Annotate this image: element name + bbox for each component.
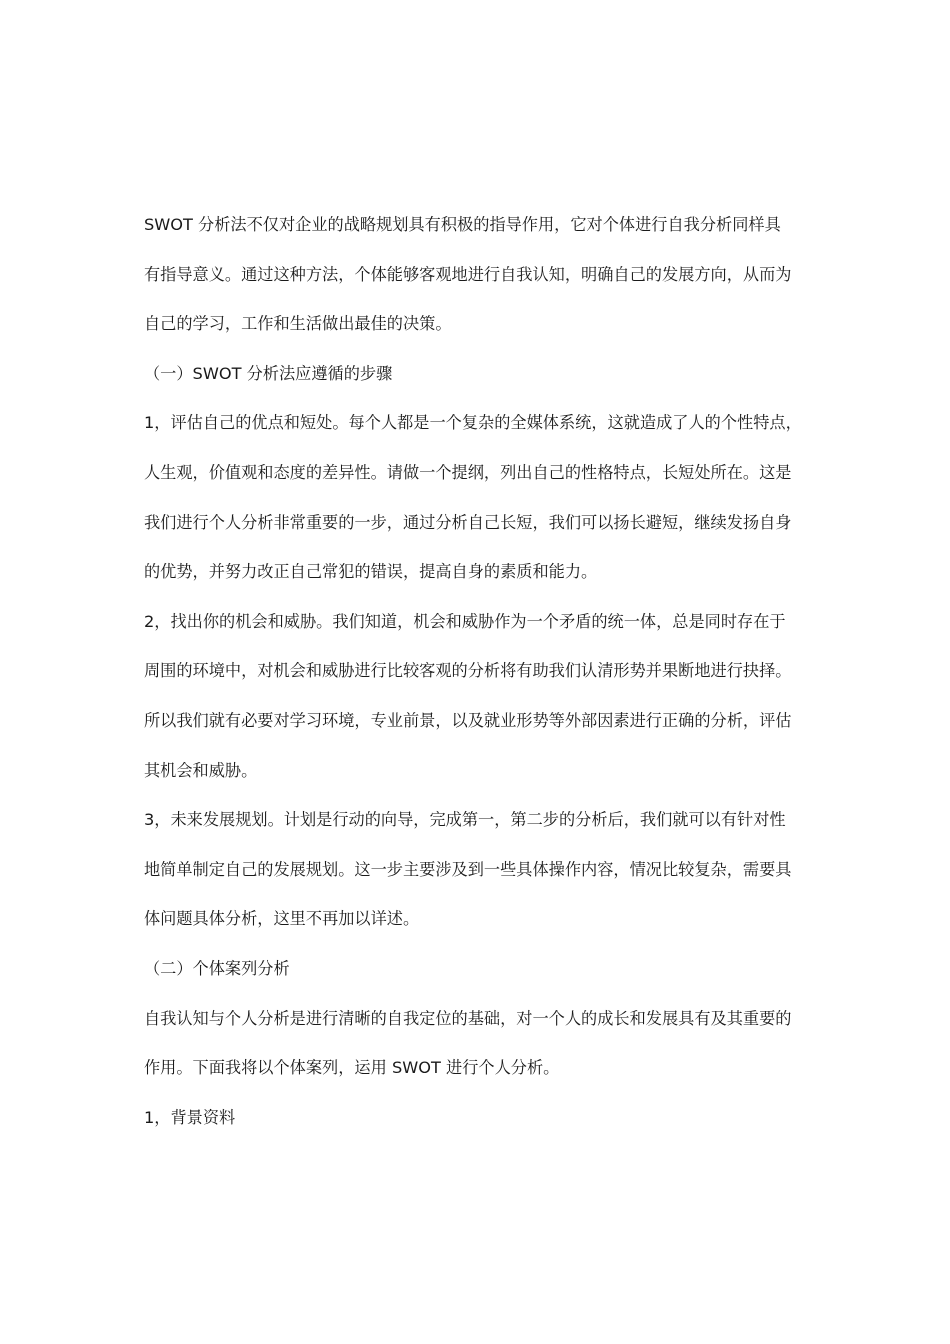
step-3-line-3: 体问题具体分析，这里不再加以详述。 [144, 909, 420, 929]
step-1-line-4: 的优势，并努力改正自己常犯的错误，提高自身的素质和能力。 [144, 562, 598, 582]
step-2-line-3: 所以我们就有必要对学习环境，专业前景，以及就业形势等外部因素进行正确的分析，评估 [144, 710, 792, 730]
paragraph-intro-line-1: SWOT 分析法不仅对企业的战略规划具有积极的指导作用，它对个体进行自我分析同样具 [144, 215, 781, 234]
case-intro-line-2: 作用。下面我将以个体案列，运用 SWOT 进行个人分析。 [144, 1058, 560, 1078]
step-2-line-4: 其机会和威胁。 [144, 760, 258, 780]
section-heading-steps: （一）SWOT 分析法应遵循的步骤 [144, 363, 393, 383]
background-heading: 1，背景资料 [144, 1107, 236, 1127]
section-heading-case: （二）个体案列分析 [144, 958, 290, 978]
paragraph-intro-line-2: 有指导意义。通过这种方法，个体能够客观地进行自我认知，明确自己的发展方向，从而为 [144, 264, 792, 284]
step-2-line-1: 2，找出你的机会和威胁。我们知道，机会和威胁作为一个矛盾的统一体，总是同时存在于 [144, 611, 786, 631]
step-1-line-2: 人生观，价值观和态度的差异性。请做一个提纲，列出自己的性格特点，长短处所在。这是 [144, 462, 792, 482]
paragraph-intro-line-3: 自己的学习，工作和生活做出最佳的决策。 [144, 314, 452, 334]
case-intro-line-1: 自我认知与个人分析是进行清晰的自我定位的基础，对一个人的成长和发展具有及其重要的 [144, 1008, 792, 1028]
document-body [144, 200, 808, 1142]
step-1-line-3: 我们进行个人分析非常重要的一步，通过分析自己长短，我们可以扬长避短，继续发扬自身 [144, 512, 792, 532]
step-3-line-2: 地简单制定自己的发展规划。这一步主要涉及到一些具体操作内容，情况比较复杂，需要具 [144, 859, 792, 879]
step-3-line-1: 3，未来发展规划。计划是行动的向导，完成第一，第二步的分析后，我们就可以有针对性 [144, 810, 786, 830]
step-1-line-1: 1，评估自己的优点和短处。每个人都是一个复杂的全媒体系统，这就造成了人的个性特点， [144, 413, 802, 433]
step-2-line-2: 周围的环境中，对机会和威胁进行比较客观的分析将有助我们认清形势并果断地进行抉择。 [144, 661, 792, 681]
